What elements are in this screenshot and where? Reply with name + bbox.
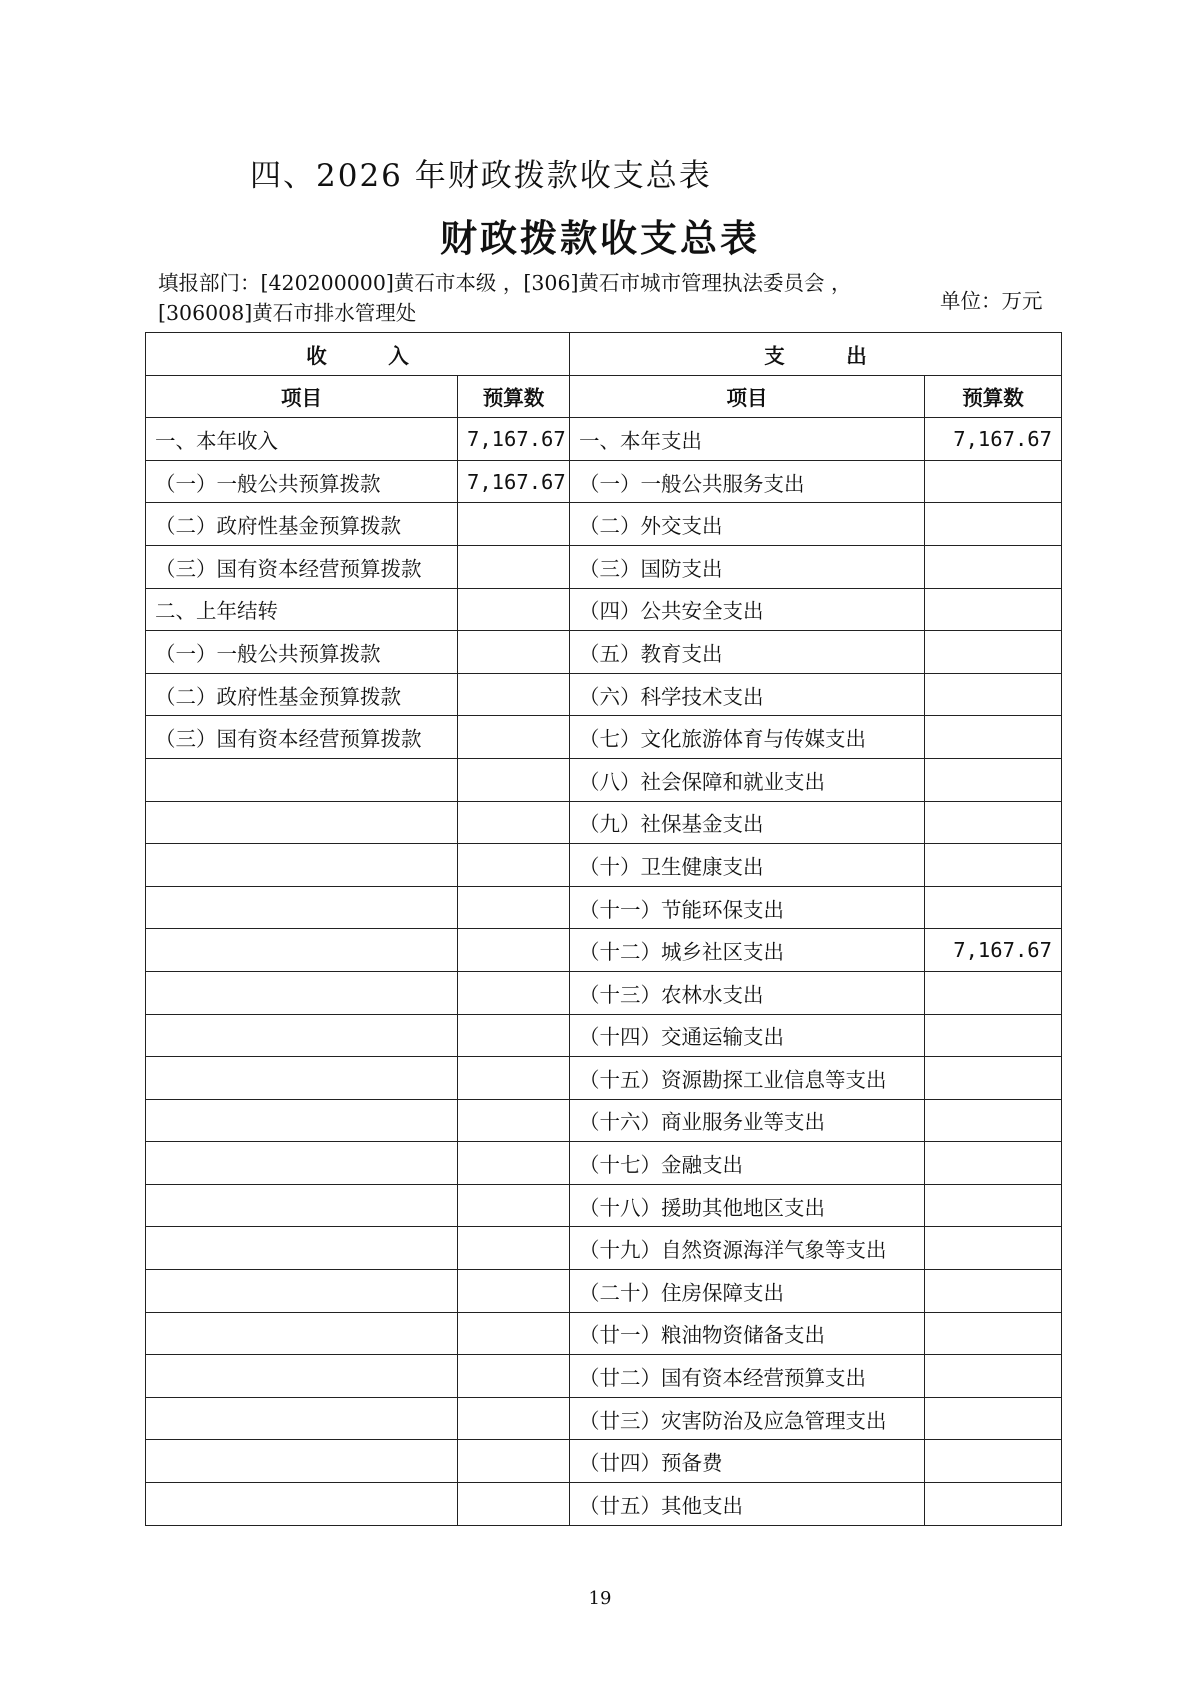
- table-row: [146, 1312, 1062, 1355]
- table-group-header-row: [146, 333, 1062, 376]
- expense-item-cell: （二）外交支出: [570, 503, 925, 546]
- table-row: [146, 503, 1062, 546]
- table-row: [146, 631, 1062, 674]
- expense-amount-cell: [925, 1483, 1062, 1526]
- income-item-header: 项目: [146, 375, 458, 418]
- table-row: [146, 929, 1062, 972]
- expense-item-cell: （二十）住房保障支出: [570, 1270, 925, 1313]
- table-row: [146, 844, 1062, 887]
- expense-amount-cell: [925, 1312, 1062, 1355]
- expense-item-cell: （廿四）预备费: [570, 1440, 925, 1483]
- expense-item-cell: （廿一）粮油物资储备支出: [570, 1312, 925, 1355]
- expense-amount-cell: [925, 716, 1062, 759]
- expense-amount-cell: [925, 801, 1062, 844]
- expense-item-cell: （十九）自然资源海洋气象等支出: [570, 1227, 925, 1270]
- table-row: [146, 588, 1062, 631]
- expense-item-header: 项目: [570, 375, 925, 418]
- expense-amount-cell: [925, 588, 1062, 631]
- income-item-cell: [146, 1312, 458, 1355]
- expense-budget-header: 预算数: [925, 375, 1062, 418]
- reporting-department: [158, 268, 918, 328]
- expense-amount-cell: [925, 503, 1062, 546]
- income-item-cell: [146, 1057, 458, 1100]
- expense-item-cell: （八）社会保障和就业支出: [570, 758, 925, 801]
- expense-item-cell: 一、本年支出: [570, 418, 925, 461]
- expense-amount-cell: 7,167.67: [925, 929, 1062, 972]
- income-item-cell: （二）政府性基金预算拨款: [146, 503, 458, 546]
- expense-amount-cell: [925, 1227, 1062, 1270]
- table-row: [146, 1184, 1062, 1227]
- expense-item-cell: （廿三）灾害防治及应急管理支出: [570, 1397, 925, 1440]
- expense-item-cell: （十二）城乡社区支出: [570, 929, 925, 972]
- expense-amount-cell: [925, 545, 1062, 588]
- table-row: [146, 1099, 1062, 1142]
- table-row: [146, 460, 1062, 503]
- income-item-cell: [146, 971, 458, 1014]
- income-item-cell: （三）国有资本经营预算拨款: [146, 545, 458, 588]
- expense-item-cell: （六）科学技术支出: [570, 673, 925, 716]
- income-item-cell: [146, 1397, 458, 1440]
- income-item-cell: [146, 1483, 458, 1526]
- income-amount-cell: [458, 886, 570, 929]
- budget-table-body: [146, 418, 1062, 1525]
- expense-item-cell: （廿二）国有资本经营预算支出: [570, 1355, 925, 1398]
- income-item-cell: 二、上年结转: [146, 588, 458, 631]
- expense-amount-cell: [925, 460, 1062, 503]
- income-item-cell: [146, 1099, 458, 1142]
- table-row: [146, 1057, 1062, 1100]
- expense-amount-cell: [925, 844, 1062, 887]
- income-amount-cell: [458, 1227, 570, 1270]
- income-header: 收 入: [146, 333, 570, 376]
- income-amount-cell: [458, 588, 570, 631]
- expense-amount-cell: [925, 673, 1062, 716]
- table-row: [146, 1014, 1062, 1057]
- expense-amount-cell: [925, 1440, 1062, 1483]
- income-amount-cell: [458, 1312, 570, 1355]
- income-amount-cell: [458, 1057, 570, 1100]
- income-amount-cell: [458, 758, 570, 801]
- income-amount-cell: [458, 545, 570, 588]
- reporting-department-line-1: 填报部门：[420200000]黄石市本级 ，[306]黄石市城市管理执法委员会 ，: [158, 271, 852, 295]
- income-item-cell: （一）一般公共预算拨款: [146, 460, 458, 503]
- table-row: [146, 886, 1062, 929]
- expense-item-cell: （九）社保基金支出: [570, 801, 925, 844]
- expense-item-cell: （十四）交通运输支出: [570, 1014, 925, 1057]
- expense-amount-cell: [925, 1014, 1062, 1057]
- table-row: [146, 1355, 1062, 1398]
- income-item-cell: [146, 1440, 458, 1483]
- expense-amount-cell: [925, 886, 1062, 929]
- income-item-cell: 一、本年收入: [146, 418, 458, 461]
- table-row: [146, 801, 1062, 844]
- income-item-cell: [146, 929, 458, 972]
- income-amount-cell: [458, 631, 570, 674]
- expense-amount-cell: [925, 631, 1062, 674]
- table-row: [146, 545, 1062, 588]
- table-row: [146, 971, 1062, 1014]
- expense-item-cell: （十一）节能环保支出: [570, 886, 925, 929]
- expense-item-cell: （十三）农林水支出: [570, 971, 925, 1014]
- expense-item-cell: （十五）资源勘探工业信息等支出: [570, 1057, 925, 1100]
- income-amount-cell: [458, 801, 570, 844]
- expense-amount-cell: [925, 1184, 1062, 1227]
- income-amount-cell: [458, 1142, 570, 1185]
- expense-amount-cell: [925, 1355, 1062, 1398]
- income-item-cell: [146, 1227, 458, 1270]
- page-title: 财政拨款收支总表: [440, 216, 760, 260]
- table-row: [146, 1270, 1062, 1313]
- budget-table: [145, 332, 1062, 1526]
- table-row: [146, 1397, 1062, 1440]
- income-item-cell: [146, 1142, 458, 1185]
- expense-item-cell: （十）卫生健康支出: [570, 844, 925, 887]
- expense-amount-cell: [925, 1099, 1062, 1142]
- income-budget-header: 预算数: [458, 375, 570, 418]
- expense-item-cell: （廿五）其他支出: [570, 1483, 925, 1526]
- reporting-department-line-2: [306008]黄石市排水管理处: [158, 301, 417, 325]
- expense-item-cell: （十七）金融支出: [570, 1142, 925, 1185]
- table-row: [146, 758, 1062, 801]
- income-amount-cell: [458, 929, 570, 972]
- expense-item-cell: （十六）商业服务业等支出: [570, 1099, 925, 1142]
- table-row: [146, 716, 1062, 759]
- income-amount-cell: [458, 971, 570, 1014]
- income-item-cell: [146, 1270, 458, 1313]
- expense-amount-cell: [925, 1142, 1062, 1185]
- income-amount-cell: [458, 1355, 570, 1398]
- income-item-cell: （二）政府性基金预算拨款: [146, 673, 458, 716]
- income-amount-cell: [458, 1397, 570, 1440]
- income-amount-cell: [458, 716, 570, 759]
- table-column-header-row: [146, 375, 1062, 418]
- table-row: [146, 1440, 1062, 1483]
- income-item-cell: [146, 758, 458, 801]
- income-amount-cell: 7,167.67: [458, 418, 570, 461]
- income-amount-cell: [458, 1014, 570, 1057]
- table-row: [146, 1142, 1062, 1185]
- expense-amount-cell: [925, 971, 1062, 1014]
- expense-item-cell: （五）教育支出: [570, 631, 925, 674]
- expense-amount-cell: 7,167.67: [925, 418, 1062, 461]
- table-row: [146, 673, 1062, 716]
- income-item-cell: [146, 1014, 458, 1057]
- expense-item-cell: （一）一般公共服务支出: [570, 460, 925, 503]
- income-amount-cell: [458, 1184, 570, 1227]
- income-amount-cell: 7,167.67: [458, 460, 570, 503]
- expense-amount-cell: [925, 1057, 1062, 1100]
- income-amount-cell: [458, 844, 570, 887]
- income-item-cell: [146, 1355, 458, 1398]
- income-item-cell: （三）国有资本经营预算拨款: [146, 716, 458, 759]
- expense-amount-cell: [925, 1397, 1062, 1440]
- page-number: 19: [588, 1588, 612, 1609]
- income-amount-cell: [458, 673, 570, 716]
- unit-label: 单位：万元: [940, 289, 1043, 313]
- income-item-cell: [146, 801, 458, 844]
- income-item-cell: [146, 886, 458, 929]
- expense-amount-cell: [925, 1270, 1062, 1313]
- expense-item-cell: （十八）援助其他地区支出: [570, 1184, 925, 1227]
- income-amount-cell: [458, 1099, 570, 1142]
- expense-header: 支 出: [570, 333, 1062, 376]
- section-heading: 四、2026 年财政拨款收支总表: [250, 158, 712, 194]
- income-item-cell: [146, 1184, 458, 1227]
- income-item-cell: [146, 844, 458, 887]
- table-row: [146, 1483, 1062, 1526]
- table-row: [146, 1227, 1062, 1270]
- income-amount-cell: [458, 1440, 570, 1483]
- income-amount-cell: [458, 503, 570, 546]
- table-row: [146, 418, 1062, 461]
- expense-item-cell: （四）公共安全支出: [570, 588, 925, 631]
- income-amount-cell: [458, 1483, 570, 1526]
- expense-item-cell: （三）国防支出: [570, 545, 925, 588]
- expense-amount-cell: [925, 758, 1062, 801]
- income-amount-cell: [458, 1270, 570, 1313]
- expense-item-cell: （七）文化旅游体育与传媒支出: [570, 716, 925, 759]
- income-item-cell: （一）一般公共预算拨款: [146, 631, 458, 674]
